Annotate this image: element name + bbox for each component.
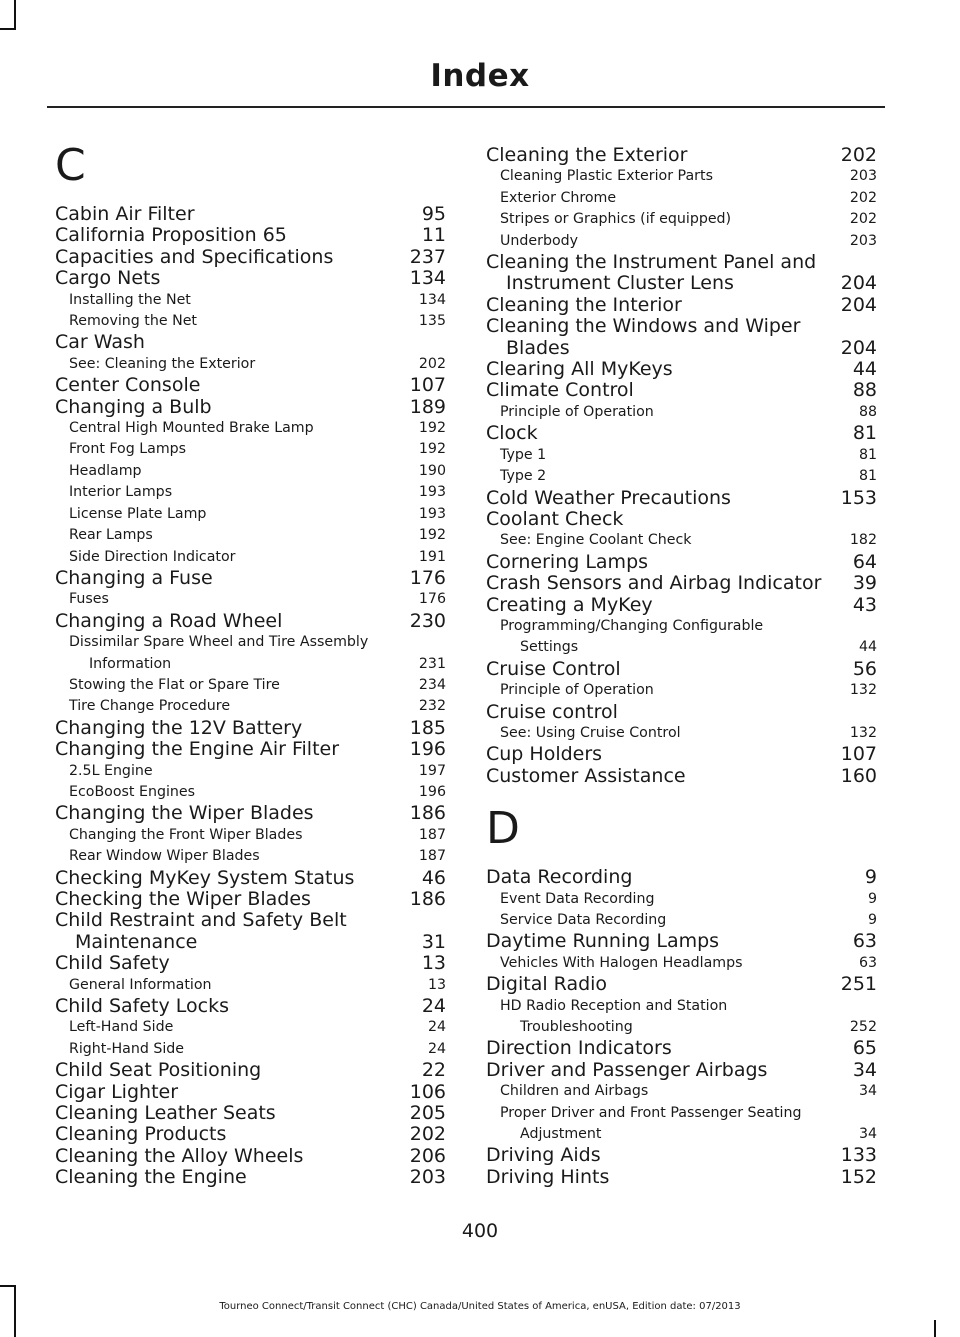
index-entry-page: 193 <box>418 505 446 522</box>
index-entry-page: 153 <box>840 486 877 509</box>
index-entry-title: Changing the 12V Battery <box>55 716 303 739</box>
index-entry <box>486 1124 877 1145</box>
index-entry-title: Changing the Wiper Blades <box>55 802 314 825</box>
index-entry <box>55 290 446 311</box>
index-entry-title: Side Direction Indicator <box>69 548 236 565</box>
index-entry-title: Event Data Recording <box>500 890 655 907</box>
index-entry <box>55 1146 446 1167</box>
index-entry <box>486 573 877 594</box>
index-entry-page: 197 <box>418 762 446 779</box>
index-entry-page: 95 <box>421 203 446 225</box>
index-entry-title: Child Safety <box>55 952 170 975</box>
page-number: 400 <box>461 1220 499 1242</box>
index-entry-title: Daytime Running Lamps <box>486 930 720 953</box>
index-entry-page: 252 <box>849 1019 877 1036</box>
index-entry-title: Left-Hand Side <box>69 1019 174 1036</box>
index-entry-page: 135 <box>418 313 446 330</box>
index-entry-title: Checking the Wiper Blades <box>55 888 311 910</box>
crop-mark <box>934 1320 936 1337</box>
index-entry-page: 81 <box>858 468 877 485</box>
index-entry-title: Cleaning the Engine <box>55 1166 247 1189</box>
index-entry <box>486 530 877 551</box>
index-entry <box>486 402 877 423</box>
index-entry-title: Clock <box>486 422 538 445</box>
index-heading <box>486 316 877 337</box>
index-entry-title: Cornering Lamps <box>486 550 649 573</box>
index-entry-title: Fuses <box>69 591 109 608</box>
index-entry-page: 24 <box>421 995 446 1018</box>
index-entry-page: 132 <box>849 724 877 741</box>
index-entry <box>55 482 446 503</box>
index-entry-title: Cup Holders <box>486 743 603 766</box>
index-entry-title: See: Cleaning the Exterior <box>69 355 256 372</box>
index-entry-page: 44 <box>852 358 877 381</box>
index-entry-page: 22 <box>421 1059 446 1082</box>
index-entry <box>486 166 877 187</box>
group-spacer <box>486 787 877 795</box>
index-entry <box>55 803 446 824</box>
index-entry <box>486 380 877 401</box>
index-entry-title: Central High Mounted Brake Lamp <box>69 420 314 437</box>
index-entry-title: Children and Airbags <box>500 1083 649 1100</box>
index-entry-page: 230 <box>409 609 446 632</box>
index-entry-title: Programming/Changing Configurable <box>500 617 764 634</box>
index-entry-page: 192 <box>418 420 446 437</box>
index-entry-title: Principle of Operation <box>500 682 654 699</box>
index-entry-page: 202 <box>418 355 446 372</box>
index-entry-page: 63 <box>852 930 877 953</box>
index-entry-title: Exterior Chrome <box>500 189 617 206</box>
index-entry-title: Rear Lamps <box>69 527 153 544</box>
index-entry-page: 107 <box>409 374 446 397</box>
index-heading <box>486 1103 877 1124</box>
index-entry-page: 133 <box>840 1144 877 1167</box>
index-entry-page: 9 <box>864 866 877 889</box>
index-entry-page: 107 <box>840 743 877 766</box>
index-entry-title: Dissimilar Spare Wheel and Tire Assembly <box>69 634 369 651</box>
index-entry <box>55 354 446 375</box>
index-entry-page: 46 <box>421 866 446 889</box>
index-entry-title: Cleaning the Exterior <box>486 144 688 166</box>
index-entry-title: Headlamp <box>69 462 142 479</box>
index-entry-page: 43 <box>852 593 877 616</box>
index-entry-title: Adjustment <box>520 1126 602 1143</box>
index-entry <box>55 1039 446 1060</box>
index-entry-title: California Proposition 65 <box>55 224 287 247</box>
index-entry-page: 34 <box>852 1058 877 1081</box>
index-entry <box>486 488 877 509</box>
index-entry <box>486 1145 877 1166</box>
index-entry <box>55 654 446 675</box>
index-entry <box>486 231 877 252</box>
index-entry-title: Settings <box>520 639 579 656</box>
index-entry-title: Cleaning the Windows and Wiper <box>486 315 801 338</box>
index-entry-page: 191 <box>418 548 446 565</box>
index-entry-title: Changing the Engine Air Filter <box>55 738 340 761</box>
index-entry-title: Type 1 <box>500 446 547 463</box>
index-entry <box>55 311 446 332</box>
index-entry-page: 203 <box>849 232 877 249</box>
index-entry <box>486 338 877 359</box>
index-entry-page: 202 <box>849 189 877 206</box>
index-entry <box>486 1017 877 1038</box>
index-entry-title: Interior Lamps <box>69 484 173 501</box>
index-entry <box>486 273 877 294</box>
index-entry-title: Removing the Net <box>69 313 197 330</box>
index-entry-page: 56 <box>852 657 877 680</box>
index-entry <box>55 975 446 996</box>
index-entry <box>486 723 877 744</box>
crop-mark <box>0 28 16 30</box>
index-entry <box>55 611 446 632</box>
index-entry-title: Coolant Check <box>486 507 624 530</box>
index-entry-page: 11 <box>421 224 446 247</box>
index-entry-page: 160 <box>840 764 877 787</box>
index-entry <box>486 1038 877 1059</box>
index-entry-page: 39 <box>852 572 877 595</box>
footer-edition: Tourneo Connect/Transit Connect (CHC) Canada/United States of America, enUSA, Edition date: 07/2013 <box>219 1301 741 1312</box>
index-entry <box>486 867 877 888</box>
index-entry-title: Cruise Control <box>486 657 621 680</box>
index-entry-title: Cleaning the Alloy Wheels <box>55 1144 304 1167</box>
index-entry-page: 196 <box>418 783 446 800</box>
index-entry <box>55 225 446 246</box>
index-entry-page: 187 <box>418 826 446 843</box>
index-entry-title: License Plate Lamp <box>69 505 207 522</box>
index-entry-title: Cleaning Products <box>55 1123 227 1146</box>
index-entry <box>55 247 446 268</box>
index-entry <box>55 761 446 782</box>
index-entry-page: 193 <box>418 484 446 501</box>
index-entry <box>486 295 877 316</box>
index-entry <box>486 359 877 380</box>
index-entry-title: Cruise control <box>486 700 618 723</box>
index-heading <box>486 252 877 273</box>
index-entry-page: 34 <box>858 1083 877 1100</box>
index-entry <box>55 439 446 460</box>
index-entry-page: 232 <box>418 698 446 715</box>
index-letter: C <box>55 140 86 191</box>
index-entry-page: 190 <box>418 462 446 479</box>
index-entry <box>486 637 877 658</box>
index-entry-title: Driving Aids <box>486 1144 601 1167</box>
index-entry <box>55 1082 446 1103</box>
index-entry-page: 64 <box>852 550 877 573</box>
index-entry-page: 234 <box>418 676 446 693</box>
index-entry <box>55 868 446 889</box>
index-entry-title: Driver and Passenger Airbags <box>486 1058 768 1081</box>
index-entry-title: Direction Indicators <box>486 1037 672 1060</box>
index-entry-title: HD Radio Reception and Station <box>500 997 728 1014</box>
index-entry <box>55 696 446 717</box>
index-entry-page: 185 <box>409 716 446 739</box>
index-entry-title: Customer Assistance <box>486 764 686 787</box>
index-entry-title: Center Console <box>55 374 201 397</box>
index-entry-title: Installing the Net <box>69 291 191 308</box>
index-entry-title: Principle of Operation <box>500 403 654 420</box>
index-entry-title: Front Fog Lamps <box>69 441 187 458</box>
index-entry-page: 31 <box>421 930 446 953</box>
index-entry-page: 189 <box>409 395 446 418</box>
index-entry <box>55 1103 446 1124</box>
index-entry-page: 182 <box>849 532 877 549</box>
index-entry <box>486 910 877 931</box>
page-title: Index <box>430 58 530 94</box>
index-entry <box>486 552 877 573</box>
index-entry-page: 9 <box>867 912 877 928</box>
index-entry <box>486 423 877 444</box>
index-entry-page: 134 <box>409 267 446 290</box>
index-entry <box>55 504 446 525</box>
index-entry-title: Type 2 <box>500 468 547 485</box>
index-entry-title: Cleaning Plastic Exterior Parts <box>500 168 713 185</box>
index-entry-title: Instrument Cluster Lens <box>506 272 734 295</box>
index-entry-title: Child Safety Locks <box>55 995 230 1018</box>
index-entry-title: EcoBoost Engines <box>69 783 196 800</box>
index-entry-title: Child Seat Positioning <box>55 1059 262 1082</box>
index-entry-page: 192 <box>418 527 446 544</box>
index-entry <box>55 953 446 974</box>
index-entry <box>55 718 446 739</box>
index-entry-page: 186 <box>409 802 446 825</box>
index-entry <box>55 268 446 289</box>
index-entry-title: Stowing the Flat or Spare Tire <box>69 676 280 693</box>
index-entry-title: Cleaning Leather Seats <box>55 1102 276 1125</box>
index-entry <box>55 739 446 760</box>
index-entry-page: 9 <box>867 890 877 907</box>
index-entry-page: 204 <box>840 272 877 295</box>
index-entry-title: Stripes or Graphics (if equipped) <box>500 211 732 228</box>
index-entry-page: 134 <box>418 291 446 308</box>
index-entry-title: Service Data Recording <box>500 912 667 928</box>
index-entry-title: Driving Hints <box>486 1165 610 1188</box>
index-entry-page: 202 <box>840 144 877 166</box>
index-entry-page: 187 <box>418 848 446 865</box>
index-entry-title: Climate Control <box>486 379 634 402</box>
index-entry <box>55 375 446 396</box>
index-entry-title: Cabin Air Filter <box>55 203 195 225</box>
index-entry-title: Cold Weather Precautions <box>486 486 731 509</box>
index-entry <box>55 568 446 589</box>
index-heading <box>486 996 877 1017</box>
index-entry-page: 202 <box>849 211 877 228</box>
index-entry-title: Car Wash <box>55 331 145 354</box>
index-entry <box>55 675 446 696</box>
index-entry <box>55 1017 446 1038</box>
index-entry <box>486 680 877 701</box>
index-entry <box>55 204 446 225</box>
index-entry-title: See: Using Cruise Control <box>500 724 681 741</box>
index-entry-title: Cleaning the Interior <box>486 293 682 316</box>
index-heading <box>486 616 877 637</box>
index-entry <box>486 744 877 765</box>
index-entry-page: 186 <box>409 888 446 910</box>
index-entry-page: 88 <box>858 403 877 420</box>
index-entry-title: Proper Driver and Front Passenger Seating <box>500 1104 802 1121</box>
index-entry-page: 24 <box>427 1019 446 1036</box>
index-entry-page: 65 <box>852 1037 877 1060</box>
index-entry-page: 13 <box>421 952 446 975</box>
index-entry-page: 63 <box>858 954 877 971</box>
index-entry-title: Cargo Nets <box>55 267 161 290</box>
index-entry-title: Child Restraint and Safety Belt <box>55 909 347 932</box>
index-heading <box>55 632 446 653</box>
index-entry <box>486 974 877 995</box>
index-letter: D <box>486 803 520 855</box>
index-entry-page: 203 <box>849 168 877 185</box>
index-entry-page: 88 <box>852 379 877 402</box>
index-entry-title: Creating a MyKey <box>486 593 653 616</box>
index-entry-page: 132 <box>849 682 877 699</box>
index-entry-title: Troubleshooting <box>520 1019 633 1036</box>
index-entry <box>55 1060 446 1081</box>
index-entry <box>486 659 877 680</box>
crop-mark <box>0 1285 16 1287</box>
header-rule <box>47 106 885 108</box>
index-column-left <box>55 132 446 1189</box>
index-entry-title: Changing a Fuse <box>55 566 213 589</box>
index-entry <box>486 1081 877 1102</box>
index-entry <box>486 953 877 974</box>
index-entry <box>55 418 446 439</box>
index-entry <box>55 1167 446 1188</box>
index-entry <box>55 846 446 867</box>
index-entry-title: Checking MyKey System Status <box>55 866 355 889</box>
index-entry-title: Cigar Lighter <box>55 1080 179 1103</box>
index-entry <box>55 825 446 846</box>
index-entry <box>486 1060 877 1081</box>
index-column-right <box>486 145 877 1188</box>
index-entry <box>55 589 446 610</box>
index-entry-title: Clearing All MyKeys <box>486 358 673 381</box>
index-entry <box>55 397 446 418</box>
index-entry-page: 204 <box>840 293 877 316</box>
index-entry-page: 44 <box>858 639 877 656</box>
index-entry-title: Maintenance <box>75 930 198 953</box>
index-entry-page: 34 <box>858 1126 877 1143</box>
index-entry-page: 13 <box>427 976 446 993</box>
index-entry <box>55 932 446 953</box>
index-entry-page: 152 <box>840 1165 877 1188</box>
index-entry <box>486 188 877 209</box>
index-entry <box>55 547 446 568</box>
index-heading <box>55 332 446 353</box>
index-entry <box>55 461 446 482</box>
index-entry <box>486 766 877 787</box>
index-entry <box>55 996 446 1017</box>
index-entry-title: Right-Hand Side <box>69 1040 185 1057</box>
index-entry-page: 251 <box>840 973 877 996</box>
index-entry <box>55 889 446 910</box>
index-entry-title: Crash Sensors and Airbag Indicator <box>486 572 822 595</box>
index-entry-page: 206 <box>409 1144 446 1167</box>
crop-mark <box>14 0 16 30</box>
index-entry <box>486 889 877 910</box>
index-entry-page: 202 <box>409 1123 446 1146</box>
index-entry-title: Information <box>89 655 172 672</box>
index-entry-title: Digital Radio <box>486 973 608 996</box>
index-entry-title: Underbody <box>500 232 579 249</box>
index-heading <box>486 509 877 530</box>
index-heading <box>55 910 446 931</box>
index-entry-title: Vehicles With Halogen Headlamps <box>500 954 743 971</box>
index-entry <box>486 931 877 952</box>
index-entry-title: Changing a Bulb <box>55 395 212 418</box>
index-entry-title: General Information <box>69 976 212 993</box>
index-entry <box>55 1124 446 1145</box>
index-entry <box>486 445 877 466</box>
index-entry-title: Tire Change Procedure <box>69 698 231 715</box>
index-entry-page: 106 <box>409 1080 446 1103</box>
index-entry-title: Cleaning the Instrument Panel and <box>486 251 817 274</box>
index-entry-page: 176 <box>418 591 446 608</box>
index-entry-page: 24 <box>427 1040 446 1057</box>
index-entry-page: 196 <box>409 738 446 761</box>
index-entry-page: 231 <box>418 655 446 672</box>
index-entry-page: 192 <box>418 441 446 458</box>
index-entry-title: 2.5L Engine <box>69 762 153 779</box>
index-entry-page: 176 <box>409 566 446 589</box>
index-entry <box>486 209 877 230</box>
index-entry <box>55 782 446 803</box>
index-entry <box>486 1167 877 1188</box>
index-entry-page: 81 <box>852 422 877 445</box>
index-entry <box>486 466 877 487</box>
index-entry-title: Data Recording <box>486 866 633 889</box>
index-entry-title: Capacities and Specifications <box>55 245 334 268</box>
index-entry-page: 203 <box>409 1166 446 1189</box>
index-entry-title: Blades <box>506 336 570 359</box>
index-entry-page: 81 <box>858 446 877 463</box>
index-entry-title: Changing the Front Wiper Blades <box>69 826 303 843</box>
index-entry-page: 204 <box>840 336 877 359</box>
index-entry-page: 205 <box>409 1102 446 1125</box>
index-entry <box>486 145 877 166</box>
index-entry-title: Rear Window Wiper Blades <box>69 848 260 865</box>
index-entry-title: Changing a Road Wheel <box>55 609 283 632</box>
index-entry-page: 237 <box>409 245 446 268</box>
index-entry <box>486 595 877 616</box>
index-entry-title: See: Engine Coolant Check <box>500 532 692 549</box>
index-entry <box>55 525 446 546</box>
index-heading <box>486 702 877 723</box>
